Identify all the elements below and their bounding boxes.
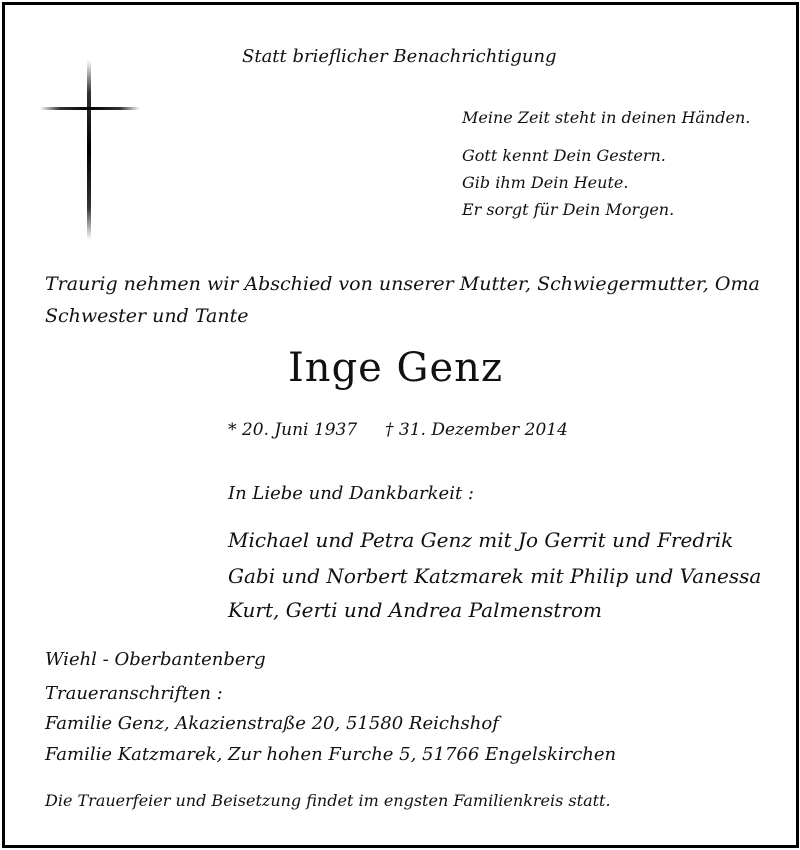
mourners-line-2: Gabi und Norbert Katzmarek mit Philip und Vanessa <box>228 564 762 588</box>
intro-line-2: Schwester und Tante <box>45 305 249 327</box>
place-line: Wiehl - Oberbantenberg <box>45 649 266 670</box>
motto-line-2: Gott kennt Dein Gestern. <box>462 146 666 165</box>
mourners-line-3: Kurt, Gerti und Andrea Palmenstrom <box>228 598 603 622</box>
motto-line-4: Er sorgt für Dein Morgen. <box>462 200 675 219</box>
death-date: † 31. Dezember 2014 <box>385 420 568 440</box>
cross-horizontal-beam <box>40 107 140 110</box>
cross-vertical-beam <box>87 60 91 240</box>
motto-line-3: Gib ihm Dein Heute. <box>462 173 629 192</box>
mourners-line-1: Michael und Petra Genz mit Jo Gerrit und Fredrik <box>228 528 734 552</box>
address-genz: Familie Genz, Akazienstraße 20, 51580 Reichshof <box>45 713 499 734</box>
motto-line-1: Meine Zeit steht in deinen Händen. <box>462 108 751 127</box>
funeral-note: Die Trauerfeier und Beisetzung findet im engsten Familienkreis statt. <box>45 791 611 810</box>
address-katzmarek: Familie Katzmarek, Zur hohen Furche 5, 51766 Engelskirchen <box>45 744 617 765</box>
intro-line-1: Traurig nehmen wir Abschied von unserer Mutter, Schwiegermutter, Oma <box>45 273 760 295</box>
notice-header: Statt brieflicher Benachrichtigung <box>242 46 557 67</box>
birth-date: * 20. Juni 1937 <box>228 420 358 440</box>
mourners-heading: In Liebe und Dankbarkeit : <box>228 483 474 504</box>
addresses-heading: Traueranschriften : <box>45 683 223 704</box>
deceased-name: Inge Genz <box>288 345 504 391</box>
